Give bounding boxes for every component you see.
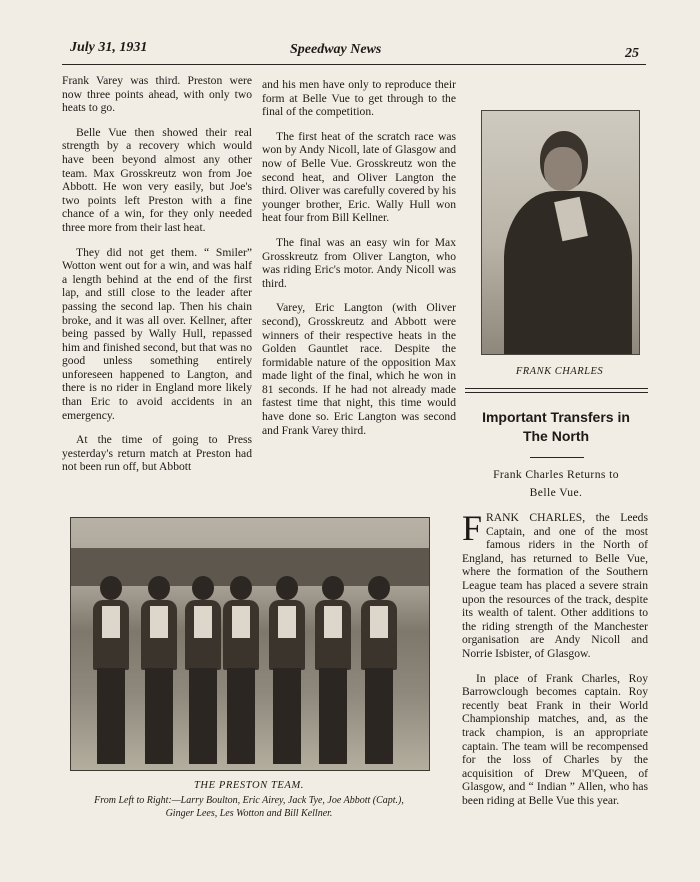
issue-date: July 31, 1931 [70, 40, 148, 55]
column-2 [262, 78, 456, 448]
team-rider [313, 576, 351, 766]
team-rider [221, 576, 259, 766]
team-rider [139, 576, 177, 766]
headline-line-2: The North [522, 428, 590, 444]
section-rule [465, 392, 648, 393]
paragraph: In place of Frank Charles, Roy Barrowclough becomes captain. Roy recently beat Frank in their World Championship matches, and, as the track champion, is an appropriate captain. The team will be recompensed for the loss of Charles by the acquisition of Drew M'Queen, of Glasgow, and “ Indian ” Allen, who has been riding at Belle Vue this year. [462, 671, 648, 807]
article-subheading [468, 466, 644, 502]
paragraph: The first heat of the scratch race was won by Andy Nicoll, late of Glasgow and now of Belle Vue. Grosskreutz won the second heat, and Oliver Langton the third. Oliver was carefully covered by his younger brother, Eric. Wally Hull won heat four from Bill Kellner. [262, 129, 456, 225]
preston-team-photo [70, 517, 430, 771]
team-rider [91, 576, 129, 766]
drop-cap: F [462, 508, 483, 548]
paragraph: They did not get them. “ Smiler” Wotton went out for a win, and was half a length behind at the end of the first lap, and still close to the leader after passing the second lap. Then his chain broke, and it was all over. Kellner, after being passed by Wally Hull, repassed him and finished second, but that was no good unless something entirely unforeseen happened to Langton, and there is no rider in England more likely than Eric to avoid accidents in an emergency. [62, 245, 252, 422]
rider-face [544, 147, 582, 191]
team-rider [359, 576, 397, 766]
paragraph: Frank Varey was third. Preston were now three points ahead, with only two heats to go. [62, 74, 252, 115]
team-names [70, 794, 428, 820]
team-rider [267, 576, 305, 766]
paragraph: At the time of going to Press yesterday's return match at Preston had not been run off, but Abbott [62, 433, 252, 474]
paragraph [462, 508, 648, 661]
team-rider [183, 576, 221, 766]
publication-title: Speedway News [290, 42, 382, 57]
portrait-caption: FRANK CHARLES [515, 366, 604, 377]
column-3 [462, 508, 648, 818]
paragraph: Varey, Eric Langton (with Oliver second), Grosskreutz and Abbott were winners of their respective heats in the Golden Gauntlet race. Despite the formidable nature of the opposition Max made light of the final, which he won in 81 seconds. If he had not already made fastest time that night, this time would have done so. Eric Langton was second and Frank Varey third. [262, 301, 456, 437]
column-1 [62, 74, 252, 485]
paragraph: Belle Vue then showed their real strength by a recovery which would have been beyond almost any other team. Max Grosskreutz won from Joe Abbott. He won very easily, but Joe's two points left Preston with a fine chance of a win, for they only needed three more from their last heat. [62, 125, 252, 234]
team-names-line-1: From Left to Right:—Larry Boulton, Eric Airey, Jack Tye, Joe Abbott (Capt.), [94, 795, 404, 806]
article-headline [468, 408, 644, 446]
headline-divider [530, 457, 584, 458]
paragraph: and his men have only to reproduce their form at Belle Vue to get through to the final of the competition. [262, 78, 456, 119]
subhead-line-1: Frank Charles Returns to [493, 468, 619, 481]
page-number: 25 [625, 46, 639, 61]
team-names-line-2: Ginger Lees, Les Wotton and Bill Kellner. [165, 808, 333, 819]
headline-line-1: Important Transfers in [482, 409, 630, 425]
frank-charles-photo [481, 110, 640, 355]
section-rule [465, 388, 648, 389]
subhead-line-2: Belle Vue. [529, 486, 583, 499]
paragraph-text: RANK CHARLES, the Leeds Captain, and one of the most famous riders in the North of England, has returned to Belle Vue, where the formation of the Southern League team has placed a severe strain upon the resources of the track, despite its wealth of talent. Other additions to the riding strength of the Manchester organisation are Andy Nicoll and Norrie Isbister, of Glasgow. [462, 511, 648, 660]
paragraph: The final was an easy win for Max Grosskreutz from Oliver Langton, who was riding Eric's motor. Andy Nicoll was third. [262, 235, 456, 290]
team-photo-caption: THE PRESTON TEAM. [193, 780, 305, 791]
header-rule [62, 64, 646, 65]
